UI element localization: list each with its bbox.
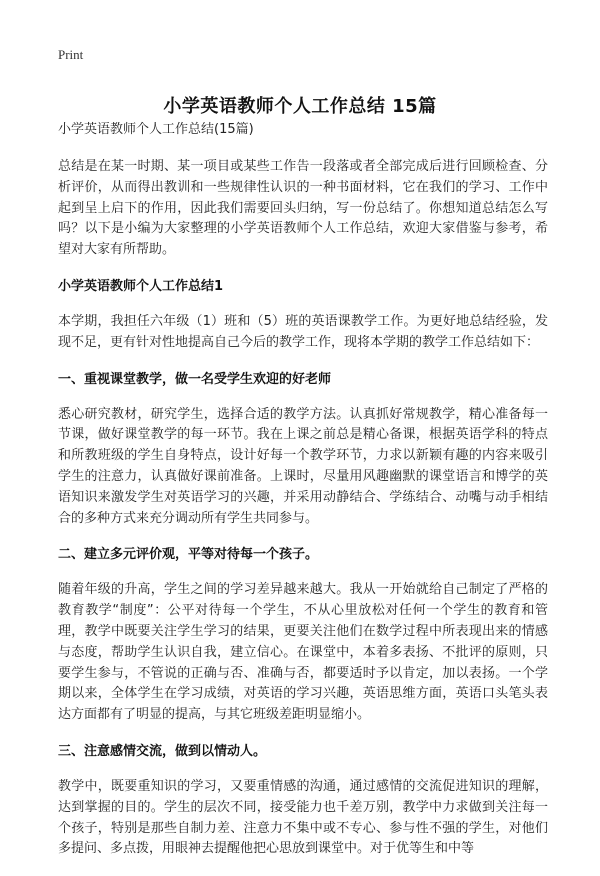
section-heading-3: 三、注意感情交流，做到以情动人。 <box>58 743 267 759</box>
section-heading-1: 一、重视课堂教学，做一名受学生欢迎的好老师 <box>58 371 332 387</box>
section-heading-2: 二、建立多元评价观，平等对待每一个孩子。 <box>58 547 319 563</box>
page-title: 小学英语教师个人工作总结 15篇 <box>163 96 437 118</box>
document-subtitle: 小学英语教师个人工作总结(15篇) <box>58 122 254 137</box>
print-link[interactable]: Print <box>58 47 84 62</box>
article-intro-paragraph: 本学期，我担任六年级（1）班和（5）班的英语课教学工作。为更好地总结经验，发现不足，更有针对性地提高自己今后的教学工作，现将本学期的教学工作总结如下： <box>58 313 548 350</box>
article-heading: 小学英语教师个人工作总结1 <box>58 278 224 294</box>
section-body-1: 悉心研究教材，研究学生，选择合适的教学方法。认真抓好常规教学，精心准备每一节课，做好课堂教学的每一环节。我在上课之前总是精心备课，根据英语学科的特点和所教班级的学生自身特点，设计好每一个教学环节，力求以新颖有趣的内容来吸引学生的注意力，认真做好课前准备。上课时，尽量用风趣幽默的课堂语言和博学的英语知识来激发学生对英语学习的兴趣，并采用动静结合、学练结合、动嘴与动手相结合的多种方式来充分调动所有学生共同参与。 <box>58 406 548 526</box>
section-body-3: 教学中，既要重知识的学习，又要重情感的沟通，通过感情的交流促进知识的理解，达到掌握的目的。学生的层次不同，接受能力也千差万别，教学中力求做到关注每一个孩子，特别是那些自制力差、注意力不集中或不专心、参与性不强的学生，对他们多提问、多点拨，用眼神去提醒他把心思放到课堂中。对于优等生和中等 <box>58 778 548 857</box>
document-body <box>58 120 548 876</box>
intro-paragraph: 总结是在某一时期、某一项目或某些工作告一段落或者全部完成后进行回顾检查、分析评价，从而得出教训和一些规律性认识的一种书面材料，它在我们的学习、工作中起到呈上启下的作用，因此我们需要回头归纳，写一份总结了。你想知道总结怎么写吗？以下是小编为大家整理的小学英语教师个人工作总结，欢迎大家借鉴与参考，希望对大家有所帮助。 <box>58 159 548 258</box>
section-body-2: 随着年级的升高，学生之间的学习差异越来越大。我从一开始就给自己制定了严格的教育教学“制度”：公平对待每一个学生，不从心里放松对任何一个学生的教育和管理，教学中既要关注学生学习的结果，更要关注他们在数学过程中所表现出来的情感与态度，帮助学生认识自我，建立信心。在课堂中，本着多表扬、不批评的原则，只要学生参与，不管说的正确与否、准确与否，都要适时予以肯定，加以表扬。一个学期以来，全体学生在学习成绩，对英语的学习兴趣，英语思维方面，英语口头笔头表达方面都有了明显的提高，与其它班级差距明显缩小。 <box>58 582 548 723</box>
